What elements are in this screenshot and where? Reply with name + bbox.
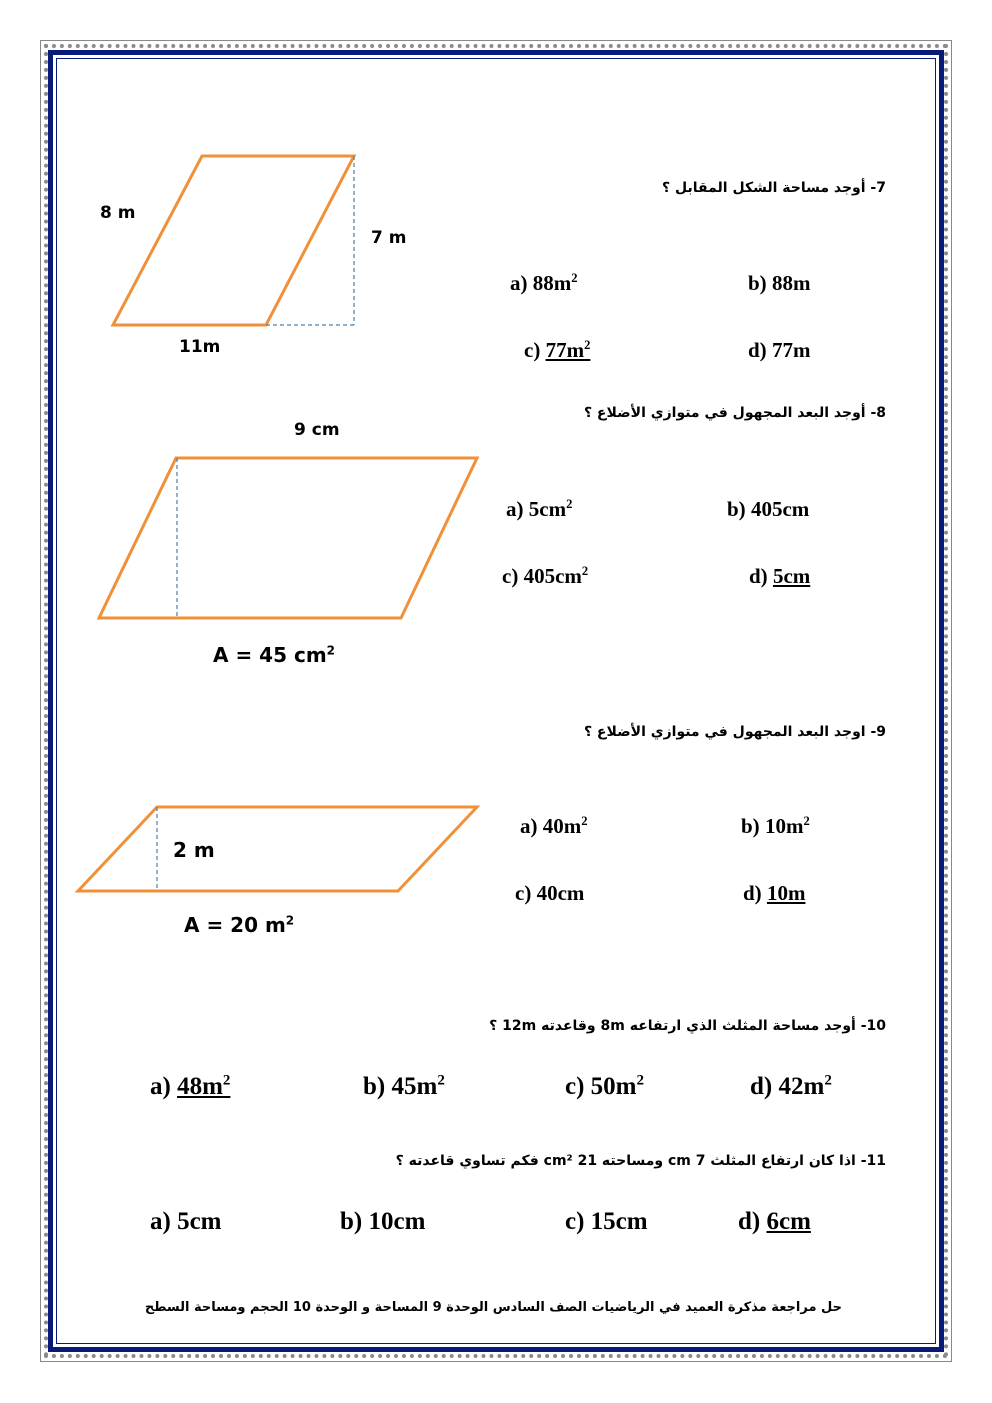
q8-question: 8- أوجد البعد المجهول في متوازي الأضلاع ؟ <box>583 405 886 421</box>
q11-option-b[interactable]: b) 10cm <box>340 1208 426 1235</box>
q9-option-d[interactable]: d) 10m <box>743 881 806 905</box>
q7-parallelogram <box>113 156 354 325</box>
q8-option-d[interactable]: d) 5cm <box>749 564 811 588</box>
q11-option-d[interactable]: d) 6cm <box>738 1208 811 1235</box>
q10-option-a[interactable]: a) $48m^2$ <box>150 1072 231 1100</box>
q11-option-a[interactable]: a) 5cm <box>150 1208 222 1235</box>
q10-option-b[interactable]: b) $45m^2$ <box>363 1072 445 1100</box>
q10-option-c[interactable]: c) $50m^2$ <box>565 1072 644 1100</box>
q7-side-label: 8 m <box>100 203 136 223</box>
q8-option-b[interactable]: b) 405cm <box>727 497 810 521</box>
q7-option-d[interactable]: d) 77m <box>748 338 811 362</box>
q7-option-a[interactable]: a) $88m^2$ <box>510 271 578 295</box>
q8-top-label: 9 cm <box>294 420 340 440</box>
q10-option-d[interactable]: d) $42m^2$ <box>750 1072 832 1100</box>
q8-option-c[interactable]: c) $405cm^2$ <box>502 564 589 588</box>
q9-area-label: A = 20 $m^2$ <box>184 913 295 937</box>
q9-option-a[interactable]: a) $40m^2$ <box>520 814 588 838</box>
q8-area-label: A = 45 $cm^2$ <box>213 643 336 667</box>
q7-base-label: 11m <box>179 337 221 357</box>
page-footer: حل مراجعة مذكرة العميد في الرياضيات الصف السادس الوحدة 9 المساحة و الوحدة 10 الحجم ومساحة السطح <box>144 1300 842 1315</box>
q9-parallelogram <box>78 807 477 891</box>
q11-question: 11- اذا كان ارتفاع المثلث 7 cm ومساحته 21 cm² فكم تساوي قاعدته ؟ <box>395 1153 886 1169</box>
q8-option-a[interactable]: a) $5cm^2$ <box>506 497 573 521</box>
q10-question: 10- أوجد مساحة المثلث الذي ارتفاعه 8m وقاعدته 12m ؟ <box>489 1018 886 1034</box>
q7-option-b[interactable]: b) 88m <box>748 271 811 295</box>
q9-option-b[interactable]: b) $10m^2$ <box>741 814 810 838</box>
q8-parallelogram <box>99 458 477 618</box>
q9-option-c[interactable]: c) 40cm <box>515 881 585 905</box>
q11-option-c[interactable]: c) 15cm <box>565 1208 648 1235</box>
q7-height-label: 7 m <box>371 228 407 248</box>
q7-question: 7- أوجد مساحة الشكل المقابل ؟ <box>662 180 886 196</box>
q7-option-c[interactable]: c) $77m^2$ <box>524 338 591 362</box>
q9-height-label: 2 m <box>173 838 215 862</box>
q9-question: 9- اوجد البعد المجهول في متوازي الأضلاع ؟ <box>583 724 886 740</box>
